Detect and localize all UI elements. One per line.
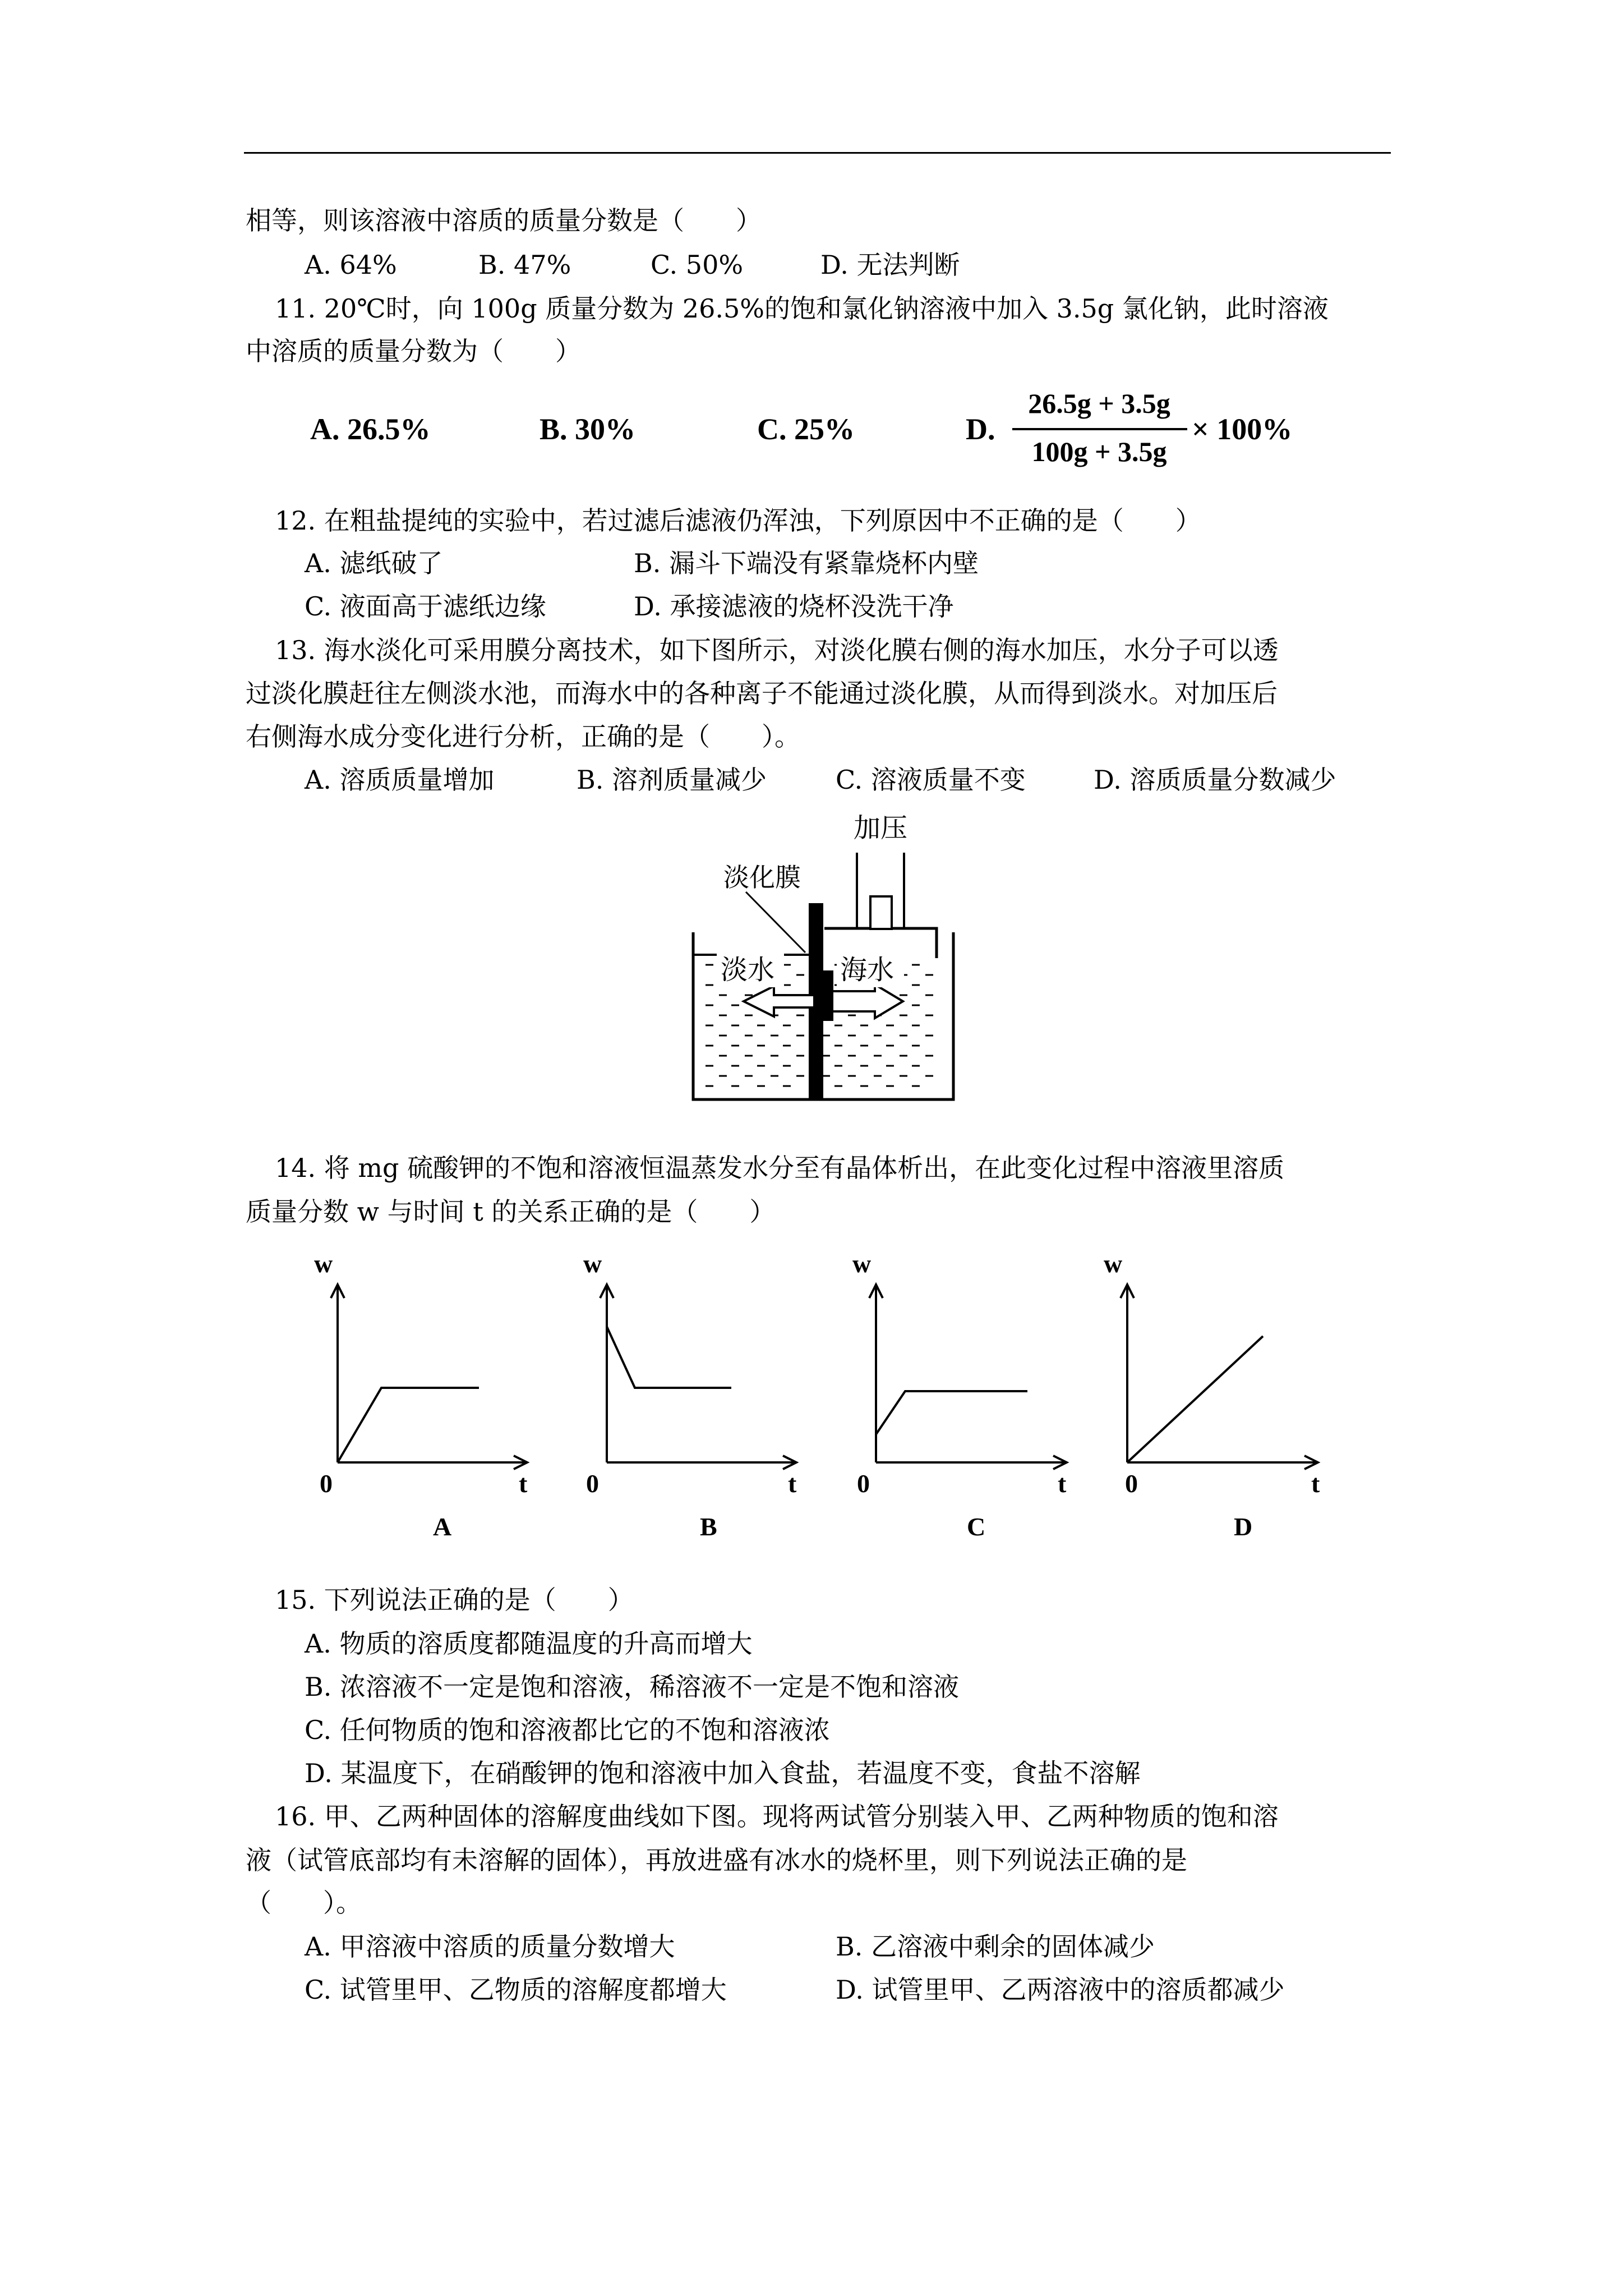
graph-c-y-label: w	[852, 1251, 872, 1278]
header-rule	[244, 152, 1391, 154]
q13-option-b: B. 溶剂质量减少	[577, 765, 767, 795]
graph-c-curve	[876, 1391, 1027, 1434]
graph-d	[1104, 1251, 1320, 1541]
desalination-diagram	[690, 808, 965, 1111]
graph-d-label: D	[1234, 1512, 1253, 1541]
q11-option-b: B. 30%	[540, 412, 636, 446]
graph-b-x-label: t	[788, 1469, 797, 1498]
graph-a	[314, 1251, 528, 1541]
graph-c-x-label: t	[1058, 1469, 1067, 1498]
q11-option-a: A. 26.5%	[310, 412, 431, 446]
q13-stem-line1: 13. 海水淡化可采用膜分离技术，如下图所示，对淡化膜右侧的海水加压，水分子可以透	[275, 635, 1279, 665]
q11-option-d-fraction-bar	[1012, 428, 1187, 430]
q15-option-c: C. 任何物质的饱和溶液都比它的不饱和溶液浓	[305, 1715, 830, 1745]
q16-option-c: C. 试管里甲、乙物质的溶解度都增大	[305, 1975, 727, 2005]
membrane-label: 淡化膜	[723, 863, 801, 892]
q10-option-a: A. 64%	[305, 250, 397, 280]
q16-stem-line2: 液（试管底部均有未溶解的固体），再放进盛有冰水的烧杯里，则下列说法正确的是	[246, 1845, 1187, 1875]
graph-b-origin: 0	[586, 1469, 599, 1498]
q16-stem-line1: 16. 甲、乙两种固体的溶解度曲线如下图。现将两试管分别装入甲、乙两种物质的饱和溶	[275, 1801, 1279, 1832]
membrane-pointer	[746, 892, 805, 953]
q12-option-d: D. 承接滤液的烧杯没洗干净	[634, 591, 954, 622]
q11-option-c: C. 25%	[757, 412, 855, 446]
graph-d-curve	[1127, 1336, 1263, 1462]
q10-option-b: B. 47%	[478, 250, 571, 280]
q14-graphs	[292, 1251, 1413, 1543]
graph-a-origin: 0	[320, 1469, 333, 1498]
q14-stem-line1: 14. 将 mg 硫酸钾的不饱和溶液恒温蒸发水分至有晶体析出，在此变化过程中溶液里溶质	[275, 1153, 1285, 1183]
graph-d-x-label: t	[1311, 1469, 1320, 1498]
q15-stem: 15. 下列说法正确的是（ ）	[275, 1585, 634, 1615]
q10-option-c: C. 50%	[651, 250, 744, 280]
q15-option-d: D. 某温度下，在硝酸钾的饱和溶液中加入食盐，若温度不变，食盐不溶解	[305, 1758, 1141, 1788]
q13-stem-line3: 右侧海水成分变化进行分析，正确的是（ ）。	[246, 721, 800, 752]
pressure-label: 加压	[854, 813, 908, 843]
q14-stem-line2: 质量分数 w 与时间 t 的关系正确的是（ ）	[246, 1197, 776, 1227]
graph-a-x-label: t	[519, 1469, 528, 1498]
q11-option-d-label: D.	[966, 412, 995, 446]
graph-a-curve	[338, 1388, 479, 1462]
q15-option-b: B. 浓溶液不一定是饱和溶液，稀溶液不一定是不饱和溶液	[305, 1672, 960, 1702]
graph-a-label: A	[433, 1512, 452, 1541]
graph-d-y-label: w	[1104, 1251, 1123, 1278]
q13-stem-line2: 过淡化膜赶往左侧淡水池，而海水中的各种离子不能通过淡化膜，从而得到淡水。对加压后	[246, 678, 1278, 708]
membrane-cross	[821, 970, 833, 1021]
graph-c-label: C	[967, 1512, 986, 1541]
seawater-label: 海水	[840, 955, 895, 985]
q11-stem-line1: 11. 20℃时，向 100g 质量分数为 26.5%的饱和氯化钠溶液中加入 3.5g 氯化钠，此时溶液	[275, 293, 1329, 324]
q12-option-c: C. 液面高于滤纸边缘	[305, 591, 546, 622]
q12-option-a: A. 滤纸破了	[305, 548, 443, 578]
q11-stem-line2: 中溶质的质量分数为（ ）	[246, 336, 581, 366]
graph-b-y-label: w	[583, 1251, 602, 1278]
q12-stem: 12. 在粗盐提纯的实验中，若过滤后滤液仍浑浊，下列原因中不正确的是（ ）	[275, 505, 1201, 536]
q10-option-d: D. 无法判断	[820, 250, 960, 280]
graph-b-label: B	[700, 1512, 717, 1541]
q16-stem-line3: （ ）。	[246, 1888, 362, 1918]
q10-stem: 相等，则该溶液中溶质的质量分数是（ ）	[246, 205, 762, 236]
q13-option-c: C. 溶液质量不变	[836, 765, 1026, 795]
q11-option-d-numerator: 26.5g + 3.5g	[1028, 388, 1170, 419]
fresh-water-label: 淡水	[721, 955, 775, 985]
q13-option-a: A. 溶质质量增加	[305, 765, 495, 795]
graph-b-curve	[607, 1327, 731, 1388]
q11-option-d-tail: × 100%	[1192, 412, 1293, 446]
graph-c-origin: 0	[857, 1469, 870, 1498]
q12-option-b: B. 漏斗下端没有紧靠烧杯内壁	[634, 548, 979, 578]
q13-option-d: D. 溶质质量分数减少	[1094, 765, 1336, 795]
q11-option-d-denominator: 100g + 3.5g	[1031, 436, 1167, 467]
q16-option-d: D. 试管里甲、乙两溶液中的溶质都减少	[836, 1975, 1285, 2005]
graph-a-y-label: w	[314, 1251, 333, 1278]
graph-c	[852, 1251, 1067, 1541]
q16-option-b: B. 乙溶液中剩余的固体减少	[836, 1931, 1155, 1962]
graph-d-origin: 0	[1125, 1469, 1138, 1498]
q16-option-a: A. 甲溶液中溶质的质量分数增大	[305, 1931, 675, 1962]
piston-rod	[870, 896, 892, 929]
q15-option-a: A. 物质的溶质度都随温度的升高而增大	[305, 1628, 753, 1659]
graph-b	[583, 1251, 797, 1541]
